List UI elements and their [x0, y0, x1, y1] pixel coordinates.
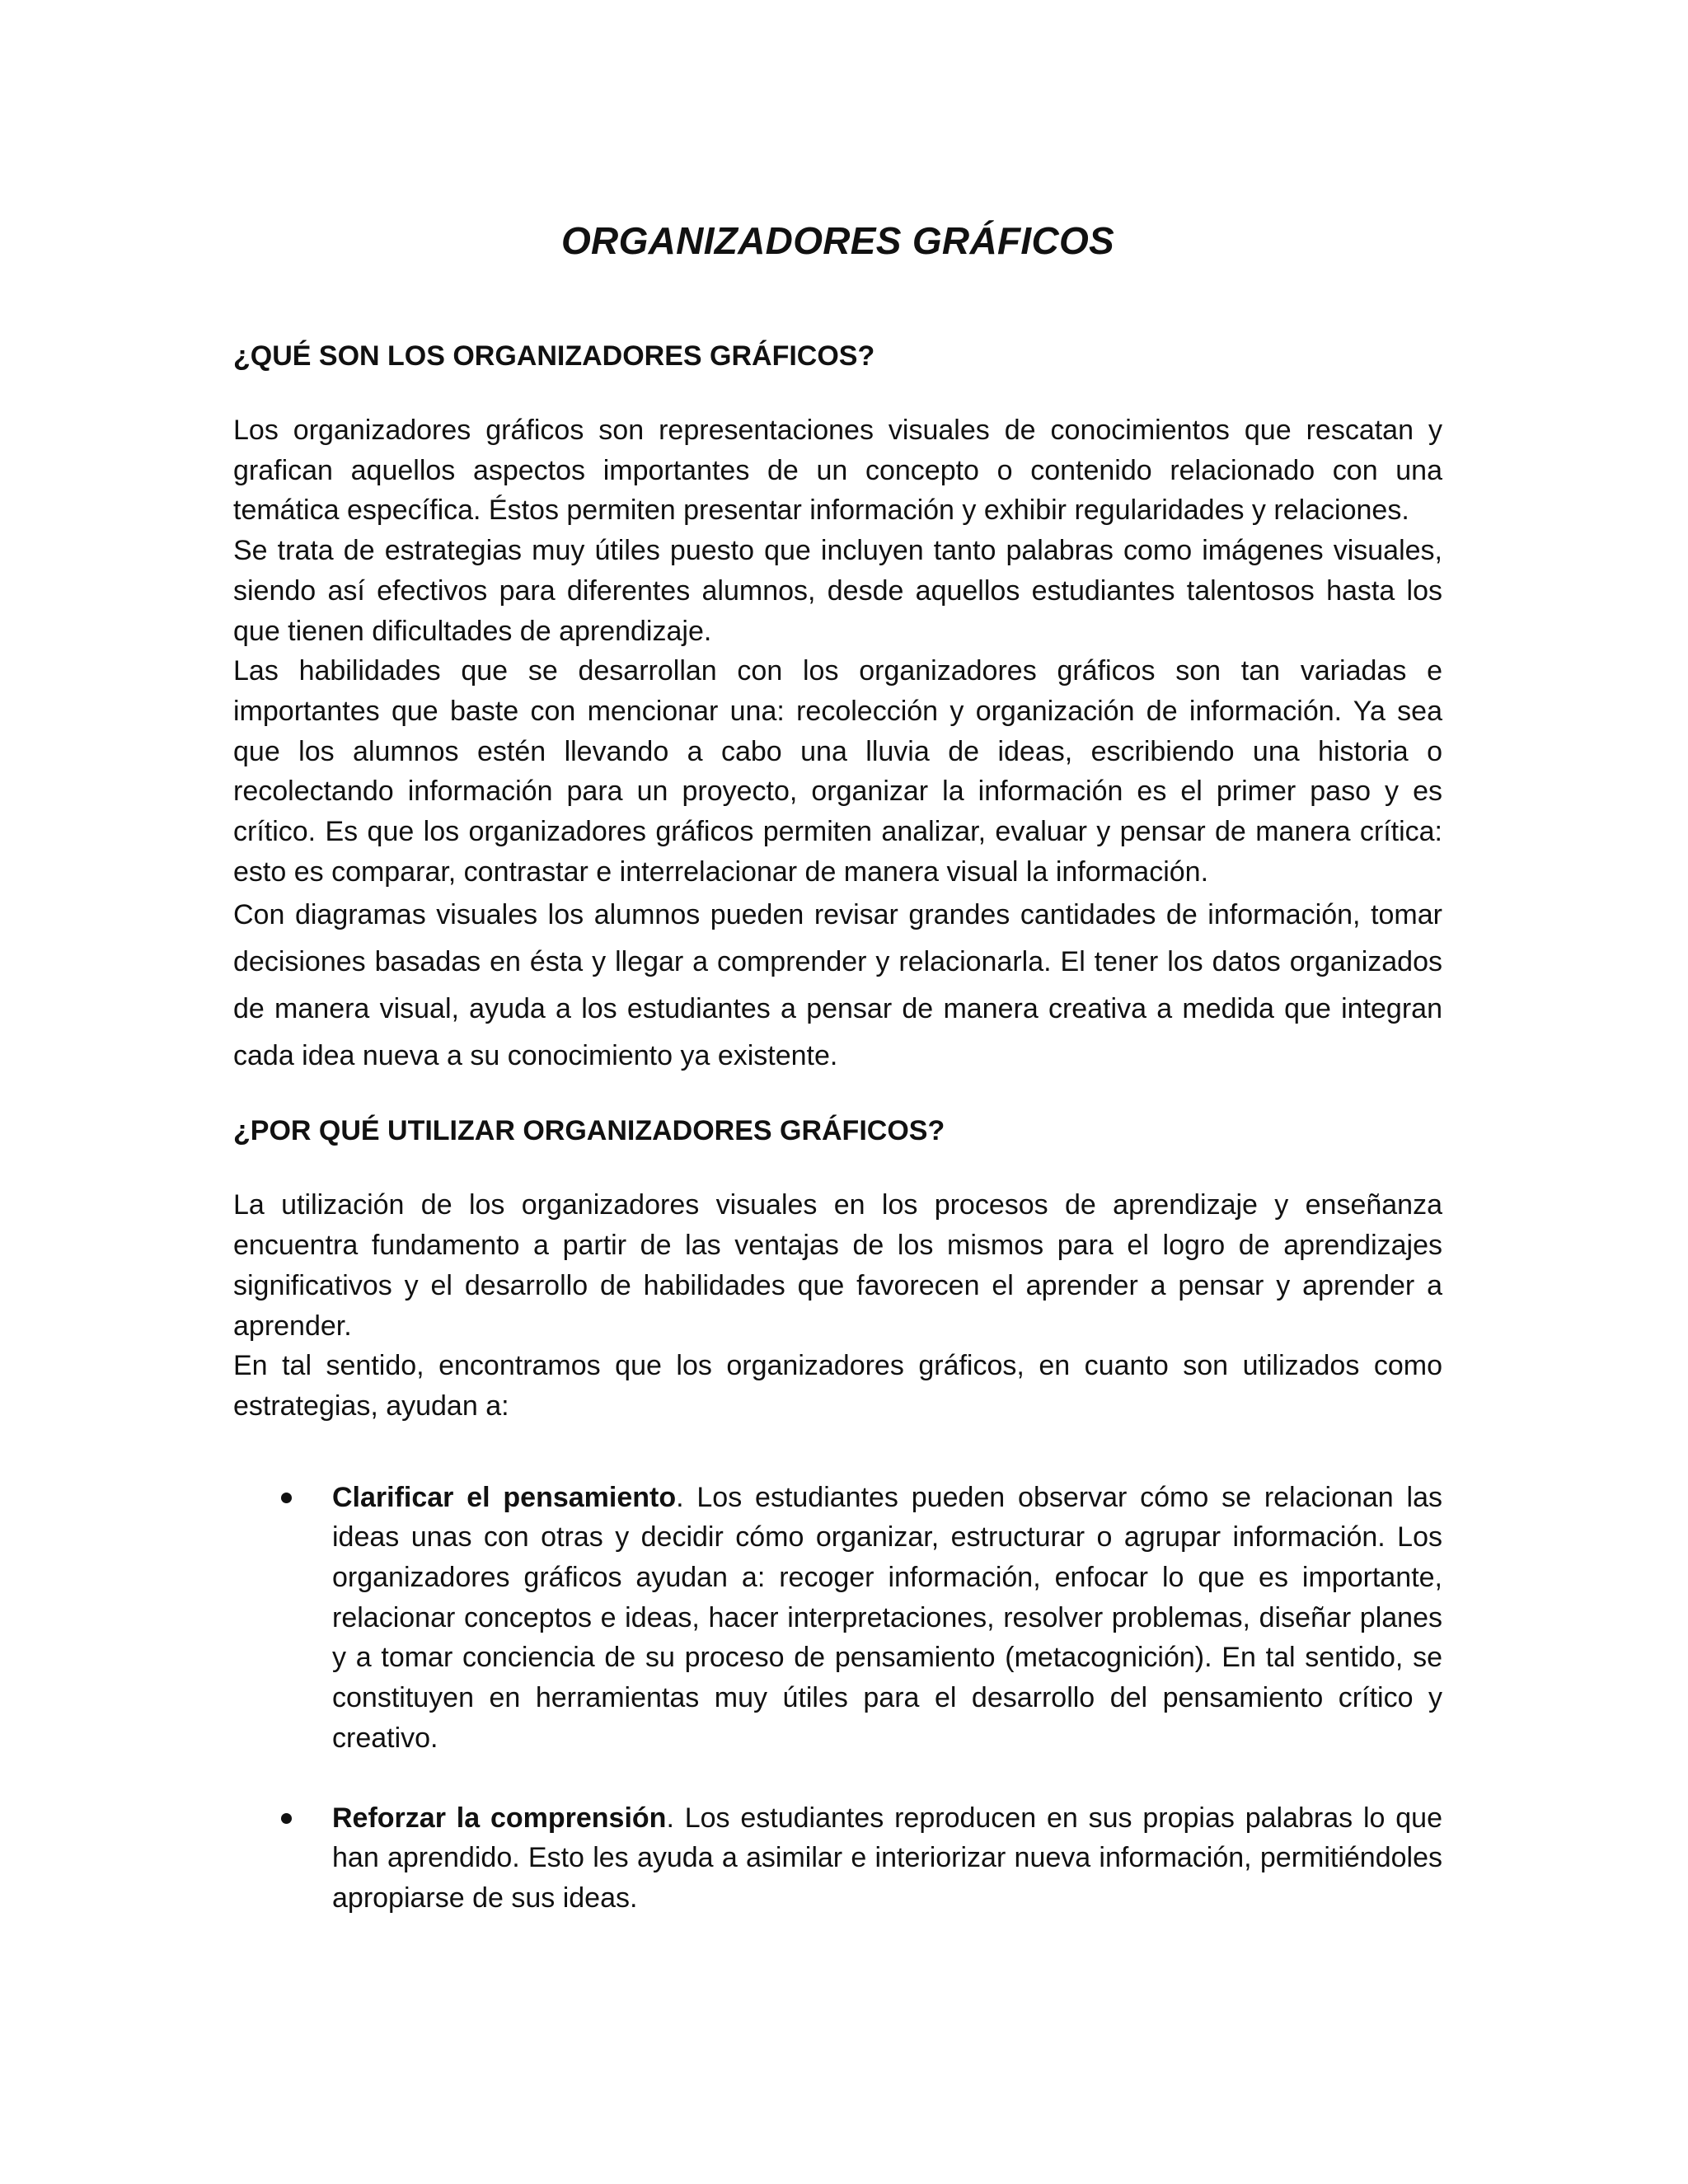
document-title: ORGANIZADORES GRÁFICOS — [560, 219, 1115, 262]
benefits-list — [233, 1478, 1442, 1919]
list-item-lead: Reforzar la comprensión — [332, 1802, 667, 1834]
paragraph: Se trata de estrategias muy útiles puesto que incluyen tanto palabras como imágenes visuales, siendo así efectivos para diferentes alumnos, desde aquellos estudiantes talentosos hasta los que tienen dificultades de aprendizaje. — [233, 535, 1442, 647]
paragraph: Las habilidades que se desarrollan con los organizadores gráficos son tan variadas e importantes que baste con mencionar una: recolección y organización de información. Ya sea que los alumnos estén llevando a cabo una lluvia de ideas, escribiendo una historia o recolectando información para un proyecto, organizar la información es el primer paso y es crítico. Es que los organizadores gráficos permiten analizar, evaluar y pensar de manera crítica: esto es comparar, contrastar e interrelacionar de manera visual la información. — [233, 655, 1442, 888]
list-item-text: . Los estudiantes reproducen en sus propias palabras lo que han aprendido. Esto les ayuda a asimilar e interiorizar nueva información, permitiéndoles apropiarse de sus ideas. — [332, 1802, 1442, 1914]
list-item-lead: Clarificar el pensamiento — [332, 1481, 677, 1513]
section-body-que-son — [233, 410, 1442, 1080]
list-item — [332, 1798, 1442, 1919]
document-body — [233, 216, 1442, 1958]
paragraph: Con diagramas visuales los alumnos pueden revisar grandes cantidades de información, tomar decisiones basadas en ésta y llegar a comprender y relacionarla. El tener los datos organizados de manera visual, ayuda a los estudiantes a pensar de manera creativa a medida que integran cada idea nueva a su conocimiento ya existente. — [233, 899, 1442, 1072]
section-heading-que-son: ¿QUÉ SON LOS ORGANIZADORES GRÁFICOS? — [233, 340, 875, 372]
paragraph: Los organizadores gráficos son representaciones visuales de conocimientos que rescatan y grafican aquellos aspectos importantes de un concepto o contenido relacionado con una temática específica. Éstos permiten presentar información y exhibir regularidades y relaciones. — [233, 415, 1442, 527]
bullet-icon — [281, 1813, 292, 1824]
section-heading-por-que: ¿POR QUÉ UTILIZAR ORGANIZADORES GRÁFICOS? — [233, 1115, 945, 1147]
paragraph: La utilización de los organizadores visuales en los procesos de aprendizaje y enseñanza encuentra fundamento a partir de las ventajas de los mismos para el logro de aprendizajes significativos y el desarrollo de habilidades que favorecen el aprender a pensar y aprender a aprender. — [233, 1189, 1442, 1342]
paragraph: En tal sentido, encontramos que los organizadores gráficos, en cuanto son utilizados como estrategias, ayudan a: — [233, 1350, 1442, 1422]
bullet-icon — [281, 1493, 292, 1503]
list-item — [332, 1478, 1442, 1759]
section-body-por-que — [233, 1185, 1442, 1426]
list-item-text: . Los estudiantes pueden observar cómo se relacionan las ideas unas con otras y decidir cómo organizar, estructurar o agrupar información. Los organizadores gráficos ayudan a: recoger información, enfocar lo que es importante, relacionar conceptos e ideas, hacer interpretaciones, resolver problemas, diseñar planes y a tomar conciencia de su proceso de pensamiento (metacognición). En tal sentido, se constituyen en herramientas muy útiles para el desarrollo del pensamiento crítico y creativo. — [332, 1481, 1442, 1754]
